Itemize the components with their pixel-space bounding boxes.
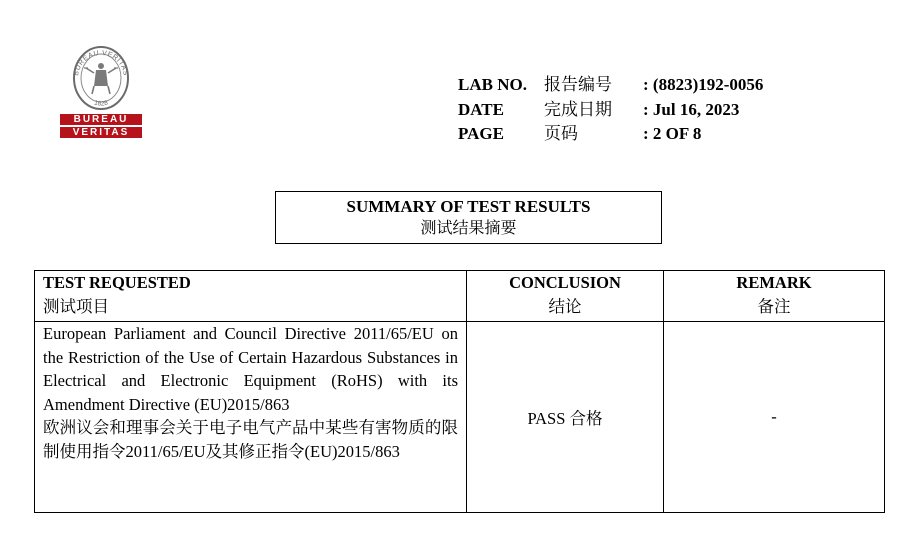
conclusion-cell: PASS 合格 bbox=[467, 322, 664, 513]
header-remark-en: REMARK bbox=[736, 273, 812, 292]
page-value: : 2 OF 8 bbox=[643, 124, 702, 143]
header-remark-cn: 备注 bbox=[757, 297, 791, 316]
summary-title: SUMMARY OF TEST RESULTS bbox=[346, 197, 591, 216]
results-table bbox=[34, 270, 885, 513]
header-test-requested-cn: 测试项目 bbox=[43, 297, 109, 316]
lab-no-label: LAB NO. bbox=[458, 75, 527, 94]
date-label-cn: 完成日期 bbox=[544, 99, 612, 119]
logo-band-bottom: VERITAS bbox=[60, 127, 142, 138]
page-label: PAGE bbox=[458, 124, 504, 143]
svg-text:1828: 1828 bbox=[93, 99, 109, 108]
test-requested-cell bbox=[35, 322, 467, 513]
test-requested-en: European Parliament and Council Directive 2011/65/EU on the Restriction of the Use of Certain Hazardous Substances in Electrical and Electronic Equipment (RoHS) with its Amendment Directive (EU)2015/863 bbox=[43, 324, 458, 414]
header-test-requested-en: TEST REQUESTED bbox=[43, 273, 191, 292]
logo-seal-icon bbox=[60, 42, 142, 112]
header-conclusion-en: CONCLUSION bbox=[509, 273, 621, 292]
test-requested-cn: 欧洲议会和理事会关于电子电气产品中某些有害物质的限制使用指令2011/65/EU及其修正指令(EU)2015/863 bbox=[43, 418, 458, 461]
remark-cell: - bbox=[664, 322, 885, 513]
logo-band-top: BUREAU bbox=[60, 114, 142, 125]
header-remark bbox=[664, 271, 885, 322]
table-header-row bbox=[35, 271, 885, 322]
date-value: : Jul 16, 2023 bbox=[643, 99, 740, 119]
page-label-cn: 页码 bbox=[544, 124, 578, 143]
bureau-veritas-logo bbox=[60, 42, 142, 139]
header-conclusion bbox=[467, 271, 664, 322]
header-test-requested bbox=[35, 271, 467, 322]
table-row bbox=[35, 322, 885, 513]
lab-no-value: : (8823)192-0056 bbox=[643, 75, 764, 94]
summary-title-cn: 测试结果摘要 bbox=[420, 220, 517, 237]
lab-no-label-cn: 报告编号 bbox=[544, 75, 612, 94]
date-label: DATE bbox=[458, 99, 504, 119]
summary-title-box bbox=[275, 191, 662, 244]
header-conclusion-cn: 结论 bbox=[548, 297, 582, 316]
svg-text:BUREAU VERITAS: BUREAU VERITAS bbox=[73, 49, 129, 77]
